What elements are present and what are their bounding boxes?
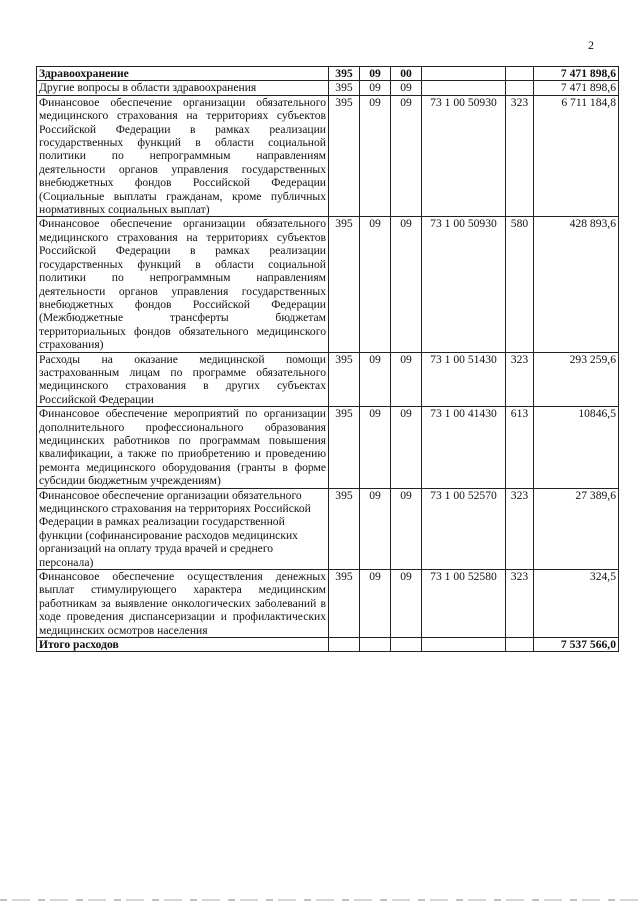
cell-ministry-code <box>329 638 360 652</box>
cell-target-article: 73 1 00 50930 <box>422 217 506 352</box>
cell-target-article: 73 1 00 51430 <box>422 352 506 407</box>
cell-ministry-code: 395 <box>329 352 360 407</box>
cell-subsection-code: 09 <box>391 81 422 95</box>
cell-ministry-code: 395 <box>329 95 360 217</box>
cell-section-code: 09 <box>360 81 391 95</box>
cell-ministry-code: 395 <box>329 67 360 81</box>
cell-target-article: 73 1 00 50930 <box>422 95 506 217</box>
cell-name: Итого расходов <box>37 638 329 652</box>
cell-target-article <box>422 81 506 95</box>
cell-name: Финансовое обеспечение организации обязательного медицинского страхования на территориях субъектов Российской Федерации в рамках реализации государственных функций в области социальной политики по непрограммным направлениям деятельности органов управления государственных внебюджетных фондов Российской Федерации (Межбюджетные трансферты бюджетам территориальных фондов обязательного медицинского страхования) <box>37 217 329 352</box>
cell-amount: 27 389,6 <box>534 488 619 569</box>
cell-ministry-code: 395 <box>329 81 360 95</box>
cell-section-code: 09 <box>360 217 391 352</box>
cell-ministry-code: 395 <box>329 407 360 488</box>
cell-ministry-code: 395 <box>329 488 360 569</box>
cell-subsection-code <box>391 638 422 652</box>
cell-subsection-code: 00 <box>391 67 422 81</box>
cell-expense-type: 580 <box>506 217 534 352</box>
table-row <box>37 81 619 95</box>
cell-target-article: 73 1 00 52570 <box>422 488 506 569</box>
table-row <box>37 352 619 407</box>
cell-section-code: 09 <box>360 488 391 569</box>
cell-amount: 428 893,6 <box>534 217 619 352</box>
table-row <box>37 217 619 352</box>
cell-subsection-code: 09 <box>391 407 422 488</box>
cell-section-code: 09 <box>360 352 391 407</box>
cell-section-code <box>360 638 391 652</box>
cell-subsection-code: 09 <box>391 217 422 352</box>
cell-subsection-code: 09 <box>391 570 422 638</box>
cell-expense-type <box>506 638 534 652</box>
cell-expense-type <box>506 81 534 95</box>
cell-expense-type: 323 <box>506 352 534 407</box>
cell-ministry-code: 395 <box>329 217 360 352</box>
cell-expense-type: 323 <box>506 488 534 569</box>
table-row <box>37 95 619 217</box>
cell-amount: 324,5 <box>534 570 619 638</box>
cell-name: Финансовое обеспечение организации обязательного медицинского страхования на территориях Российской Федерации в рамках реализации государственной функции (софинансирование расходов медицинских организаций на оплату труда врачей и среднего персонала) <box>37 488 329 569</box>
table-row <box>37 488 619 569</box>
cell-section-code: 09 <box>360 407 391 488</box>
page-number: 2 <box>588 38 594 52</box>
cell-name: Финансовое обеспечение мероприятий по организации дополнительного профессионального образования медицинских работников по программам повышения квалификации, а также по приобретению и проведению ремонта медицинского оборудования (гранты в форме субсидии бюджетным учреждениям) <box>37 407 329 488</box>
cell-section-code: 09 <box>360 95 391 217</box>
table-row <box>37 407 619 488</box>
cell-target-article <box>422 638 506 652</box>
cell-subsection-code: 09 <box>391 488 422 569</box>
cell-ministry-code: 395 <box>329 570 360 638</box>
cell-expense-type: 613 <box>506 407 534 488</box>
cell-section-code: 09 <box>360 570 391 638</box>
cell-name: Расходы на оказание медицинской помощи застрахованным лицам по программе обязательного медицинского страхования в других субъектах Российской Федерации <box>37 352 329 407</box>
scan-artifact-line <box>0 899 640 901</box>
table-row <box>37 570 619 638</box>
cell-amount: 7 471 898,6 <box>534 81 619 95</box>
cell-target-article: 73 1 00 52580 <box>422 570 506 638</box>
table-row <box>37 67 619 81</box>
cell-name: Другие вопросы в области здравоохранения <box>37 81 329 95</box>
cell-subsection-code: 09 <box>391 95 422 217</box>
cell-name: Финансовое обеспечение организации обязательного медицинского страхования на территориях субъектов Российской Федерации в рамках реализации государственных функций в области социальной политики по непрограммным направлениям деятельности органов управления государственных внебюджетных фондов Российской Федерации (Социальные выплаты гражданам, кроме публичных нормативных социальных выплат) <box>37 95 329 217</box>
table-row <box>37 638 619 652</box>
cell-expense-type: 323 <box>506 570 534 638</box>
cell-amount: 6 711 184,8 <box>534 95 619 217</box>
cell-expense-type: 323 <box>506 95 534 217</box>
cell-name: Финансовое обеспечение осуществления денежных выплат стимулирующего характера медицинским работникам за выявление онкологических заболеваний в ходе проведения диспансеризации и профилактических медицинских осмотров населения <box>37 570 329 638</box>
expenses-table <box>36 66 619 652</box>
cell-amount: 7 471 898,6 <box>534 67 619 81</box>
cell-name: Здравоохранение <box>37 67 329 81</box>
cell-amount: 293 259,6 <box>534 352 619 407</box>
cell-section-code: 09 <box>360 67 391 81</box>
cell-amount: 10846,5 <box>534 407 619 488</box>
cell-subsection-code: 09 <box>391 352 422 407</box>
cell-target-article: 73 1 00 41430 <box>422 407 506 488</box>
cell-target-article <box>422 67 506 81</box>
cell-expense-type <box>506 67 534 81</box>
cell-amount: 7 537 566,0 <box>534 638 619 652</box>
